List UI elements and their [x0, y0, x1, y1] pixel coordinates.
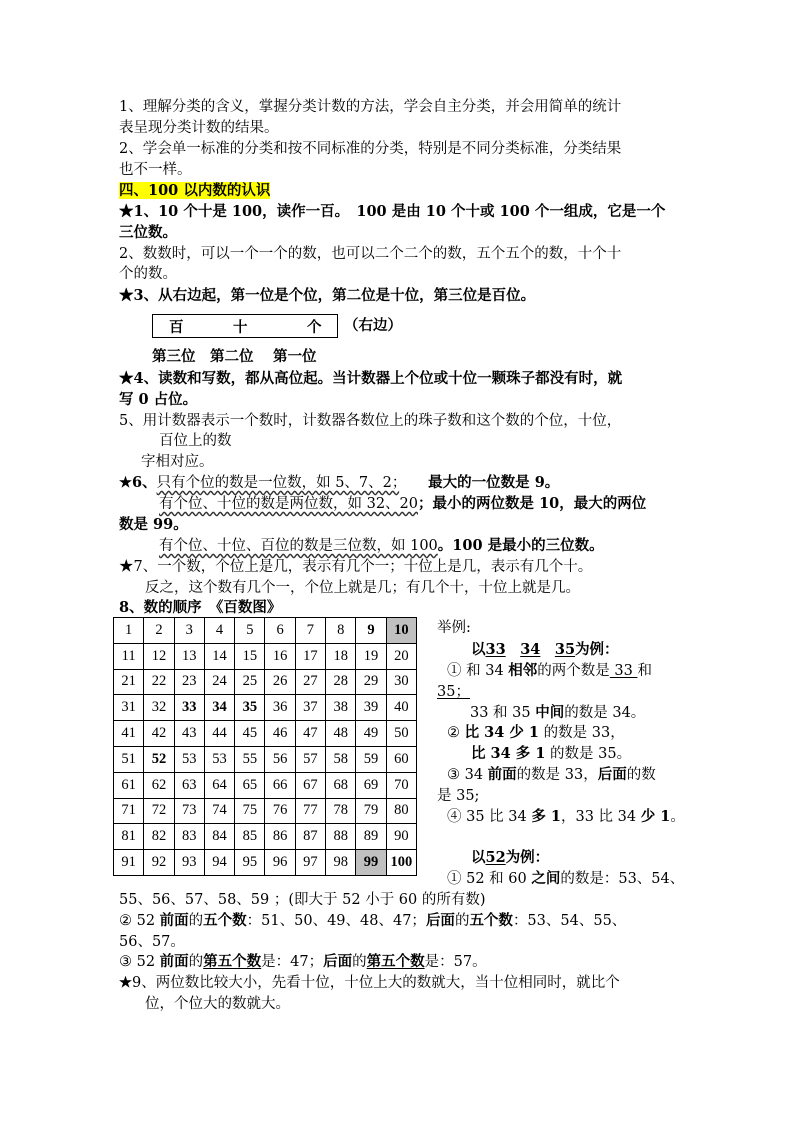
hundred-chart — [113, 617, 417, 876]
grid-cell: 97 — [295, 850, 325, 876]
grid-cell: 74 — [204, 798, 234, 824]
grid-cell: 78 — [326, 798, 356, 824]
grid-cell: 53 — [204, 746, 234, 772]
text-line: 1、理解分类的含义，掌握分类计数的方法，学会自主分类，并会用简单的统计 — [119, 99, 622, 115]
place-value-box — [152, 314, 338, 338]
grid-cell: 21 — [114, 669, 144, 695]
grid-cell: 58 — [326, 746, 356, 772]
grid-cell: 44 — [204, 721, 234, 747]
grid-cell: 11 — [114, 643, 144, 669]
text-line: ③ 34 前面的数是 33，后面的数 — [447, 766, 656, 783]
text-line: 55、56、57、58、59 ；(即大于 52 小于 60 的所有数) — [119, 892, 486, 908]
grid-cell: 73 — [174, 798, 204, 824]
grid-cell: 20 — [386, 643, 416, 669]
grid-cell: 7 — [295, 618, 325, 644]
text-line: 2、数数时，可以一个一个的数，也可以二个二个的数，五个五个的数，十个十 — [119, 246, 622, 262]
grid-cell: 84 — [204, 824, 234, 850]
text-line: 2、学会单一标准的分类和按不同标准的分类，特别是不同分类标准，分类结果 — [119, 141, 622, 157]
grid-cell: 69 — [356, 772, 386, 798]
grid-cell: 17 — [295, 643, 325, 669]
grid-cell: 50 — [386, 721, 416, 747]
grid-cell: 47 — [295, 721, 325, 747]
grid-cell: 70 — [386, 772, 416, 798]
grid-cell: 42 — [144, 721, 174, 747]
grid-cell: 41 — [114, 721, 144, 747]
grid-cell: 6 — [265, 618, 295, 644]
grid-cell: 30 — [386, 669, 416, 695]
place-tens: 十 — [233, 319, 248, 336]
grid-cell: 90 — [386, 824, 416, 850]
grid-cell: 38 — [326, 695, 356, 721]
text-line: 百位上的数 — [159, 433, 232, 449]
grid-cell: 31 — [114, 695, 144, 721]
grid-cell: 89 — [356, 824, 386, 850]
text-line: ★7、一个数，个位上是几，表示有几个一；十位上是几，表示有几个十。 — [119, 559, 593, 575]
grid-cell: 99 — [356, 850, 386, 876]
text-line: ★3、从右边起，第一位是个位，第二位是十位，第三位是百位。 — [119, 287, 536, 304]
text-line — [159, 536, 604, 556]
grid-cell: 91 — [114, 850, 144, 876]
grid-cell: 59 — [356, 746, 386, 772]
grid-cell: 79 — [356, 798, 386, 824]
grid-cell: 85 — [235, 824, 265, 850]
grid-row — [114, 850, 417, 876]
grid-cell: 2 — [144, 618, 174, 644]
example-label: 举例: — [437, 620, 471, 636]
example-title: 以33 34 35为例： — [471, 641, 619, 658]
grid-cell: 32 — [144, 695, 174, 721]
place-hundreds: 百 — [169, 319, 184, 336]
grid-cell: 23 — [174, 669, 204, 695]
grid-cell: 1 — [114, 618, 144, 644]
grid-cell: 68 — [326, 772, 356, 798]
grid-cell: 82 — [144, 824, 174, 850]
grid-cell: 95 — [235, 850, 265, 876]
text-line: ④ 35 比 34 多 1，33 比 34 少 1。 — [447, 808, 685, 825]
grid-cell: 83 — [174, 824, 204, 850]
text-line: 表呈现分类计数的结果。 — [119, 120, 279, 136]
grid-row — [114, 824, 417, 850]
grid-cell: 46 — [265, 721, 295, 747]
grid-cell: 9 — [356, 618, 386, 644]
bold-text: 最大的一位数是 9。 — [399, 474, 560, 491]
text-line: ★4、读数和写数，都从高位起。当计数器上个位或十位一颗珠子都没有时，就 — [119, 370, 623, 387]
grid-cell: 100 — [386, 850, 416, 876]
place-right-label: （右边） — [344, 317, 402, 334]
grid-cell: 93 — [174, 850, 204, 876]
text-line: ① 52 和 60 之间的数是：53、54、 — [447, 870, 685, 887]
grid-cell: 57 — [295, 746, 325, 772]
text-line: 三位数。 — [119, 224, 177, 241]
grid-row — [114, 721, 417, 747]
grid-cell: 33 — [174, 695, 204, 721]
grid-cell: 12 — [144, 643, 174, 669]
grid-cell: 67 — [295, 772, 325, 798]
grid-cell: 81 — [114, 824, 144, 850]
bold-text: ；最小的两位数是 10，最大的两位 — [418, 495, 647, 512]
grid-cell: 13 — [174, 643, 204, 669]
grid-cell: 8 — [326, 618, 356, 644]
grid-cell: 92 — [144, 850, 174, 876]
text-line: ② 52 前面的五个数：51、50、49、48、47；后面的五个数：53、54、55、 — [119, 912, 627, 929]
text-line: ★1、10 个十是 100，读作一百。 100 是由 10 个十或 100 个一组成，它是一个 — [119, 203, 666, 220]
text-line: ② 比 34 少 1 的数是 33， — [447, 724, 625, 741]
grid-cell: 64 — [204, 772, 234, 798]
text-line: 33 和 35 中间的数是 34。 — [470, 704, 646, 721]
section-heading: 四、100 以内数的认识 — [119, 182, 271, 199]
text-line: 位，个位大的数就大。 — [145, 996, 290, 1012]
text-line: 字相对应。 — [141, 454, 214, 470]
grid-cell: 62 — [144, 772, 174, 798]
text-line: ③ 52 前面的第五个数是：47；后面的第五个数是：57。 — [119, 953, 487, 970]
grid-cell: 96 — [265, 850, 295, 876]
grid-cell: 28 — [326, 669, 356, 695]
text-line: 56、57。 — [119, 934, 185, 950]
grid-cell: 52 — [144, 746, 174, 772]
grid-cell: 98 — [326, 850, 356, 876]
grid-cell: 77 — [295, 798, 325, 824]
grid-cell: 5 — [235, 618, 265, 644]
grid-cell: 24 — [204, 669, 234, 695]
grid-cell: 71 — [114, 798, 144, 824]
grid-cell: 35 — [235, 695, 265, 721]
grid-cell: 45 — [235, 721, 265, 747]
text-line: 8、数的顺序 《百数图》 — [119, 599, 282, 616]
wavy-text: 只有个位的数是一位数，如 5、7、2； — [156, 475, 400, 491]
grid-cell: 40 — [386, 695, 416, 721]
text-line: ★9、两位数比较大小，先看十位，十位上大的数就大，当十位相同时，就比个 — [119, 974, 620, 991]
grid-cell: 19 — [356, 643, 386, 669]
grid-cell: 25 — [235, 669, 265, 695]
grid-cell: 56 — [265, 746, 295, 772]
grid-cell: 94 — [204, 850, 234, 876]
grid-cell: 29 — [356, 669, 386, 695]
grid-cell: 18 — [326, 643, 356, 669]
grid-cell: 34 — [204, 695, 234, 721]
place-ones: 个 — [307, 319, 322, 336]
text-line: 是 35; — [437, 788, 480, 804]
grid-cell: 27 — [295, 669, 325, 695]
text-line: 比 34 多 1 的数是 35。 — [471, 745, 632, 762]
grid-cell: 37 — [295, 695, 325, 721]
wavy-text: 有个位、十位的数是两位数，如 32、20 — [159, 496, 419, 512]
grid-cell: 60 — [386, 746, 416, 772]
grid-cell: 22 — [144, 669, 174, 695]
grid-cell: 66 — [265, 772, 295, 798]
grid-row — [114, 746, 417, 772]
grid-cell: 51 — [114, 746, 144, 772]
text-line — [159, 494, 646, 514]
example-title: 以52为例： — [471, 849, 550, 866]
grid-cell: 55 — [235, 746, 265, 772]
grid-cell: 61 — [114, 772, 144, 798]
text-line: 数是 99。 — [119, 516, 188, 533]
grid-row — [114, 643, 417, 669]
grid-cell: 48 — [326, 721, 356, 747]
grid-cell: 16 — [265, 643, 295, 669]
grid-cell: 76 — [265, 798, 295, 824]
grid-cell: 26 — [265, 669, 295, 695]
wavy-text: 有个位、十位、百位的数是三位数，如 100 — [159, 538, 438, 554]
grid-row — [114, 669, 417, 695]
grid-cell: 88 — [326, 824, 356, 850]
grid-cell: 39 — [356, 695, 386, 721]
bold-text: 。100 是最小的三位数。 — [437, 537, 604, 554]
grid-cell: 72 — [144, 798, 174, 824]
grid-cell: 53 — [174, 746, 204, 772]
text-line: ① 和 34 相邻的两个数是 33 和 — [447, 662, 652, 679]
text-line: 5、用计数器表示一个数时，计数器各数位上的珠子数和这个数的个位，十位， — [119, 413, 622, 429]
grid-cell: 49 — [356, 721, 386, 747]
grid-cell: 3 — [174, 618, 204, 644]
grid-cell: 87 — [295, 824, 325, 850]
grid-cell: 10 — [386, 618, 416, 644]
text-line: 个的数。 — [119, 266, 177, 282]
grid-cell: 43 — [174, 721, 204, 747]
grid-row — [114, 695, 417, 721]
text-line: 35； — [437, 684, 470, 700]
text-line — [119, 473, 559, 493]
text-line: 反之，这个数有几个一，个位上就是几；有几个十，十位上就是几。 — [145, 580, 580, 596]
grid-cell: 80 — [386, 798, 416, 824]
grid-cell: 63 — [174, 772, 204, 798]
grid-cell: 65 — [235, 772, 265, 798]
place-labels: 第三位 第二位 第一位 — [152, 348, 317, 365]
grid-cell: 4 — [204, 618, 234, 644]
grid-cell: 75 — [235, 798, 265, 824]
grid-cell: 15 — [235, 643, 265, 669]
grid-cell: 86 — [265, 824, 295, 850]
grid-row — [114, 798, 417, 824]
grid-row — [114, 772, 417, 798]
grid-cell: 14 — [204, 643, 234, 669]
text-line: 写 0 占位。 — [119, 391, 198, 408]
star-label: ★6、 — [119, 474, 157, 491]
text-line: 也不一样。 — [119, 162, 192, 178]
grid-row — [114, 618, 417, 644]
grid-cell: 36 — [265, 695, 295, 721]
